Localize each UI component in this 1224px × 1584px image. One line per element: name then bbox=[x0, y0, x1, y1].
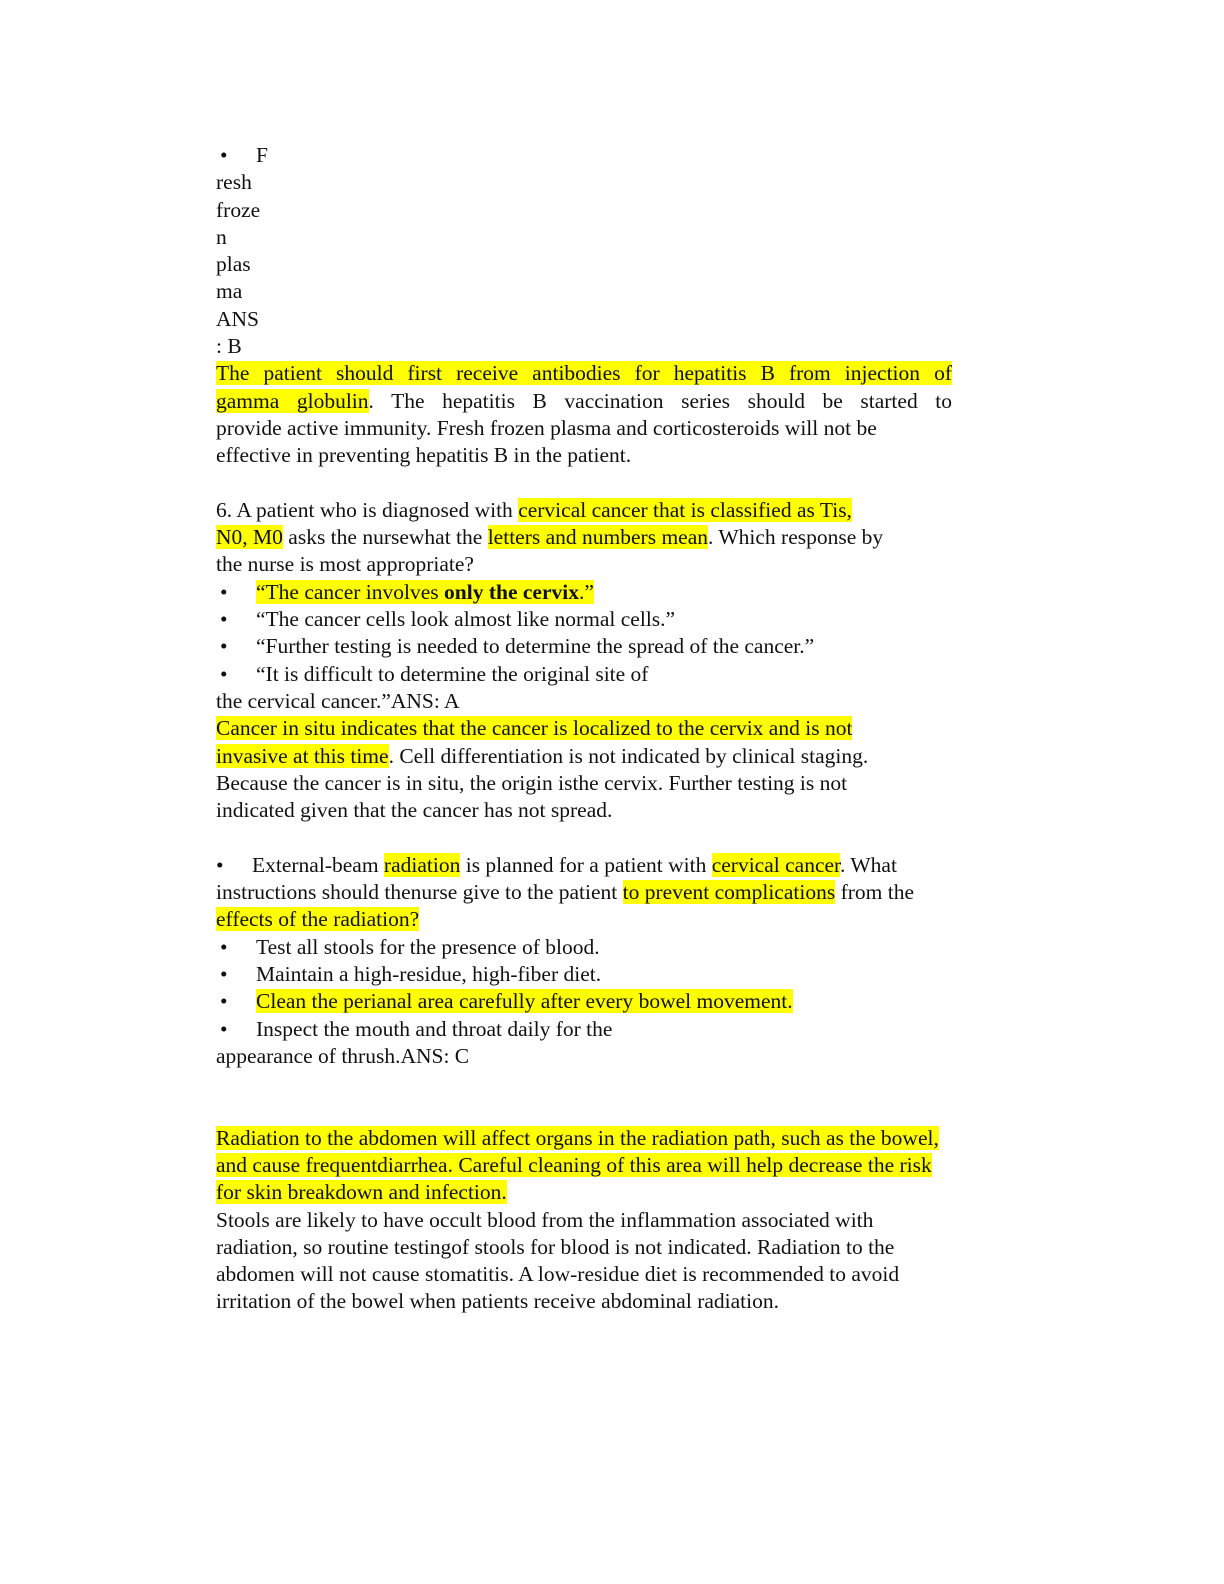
q6-rationale-line: Because the cancer is in situ, the origin isthe cervix. Further testing is not bbox=[216, 770, 848, 795]
option-text: Maintain a high-residue, high-fiber diet. bbox=[256, 961, 602, 986]
answer-fragment: ANS bbox=[216, 306, 260, 331]
bullet: • bbox=[220, 934, 228, 959]
q7-option-b bbox=[216, 961, 1224, 988]
q6-stem-line bbox=[216, 524, 1224, 551]
option-text: “The cancer involves bbox=[256, 579, 445, 604]
highlight: letters and numbers mean bbox=[487, 525, 709, 550]
q5-option-d bbox=[216, 142, 1224, 169]
answer-fragment: : B bbox=[216, 334, 242, 359]
q7-rationale-line: Stools are likely to have occult blood from the inflammation associated with bbox=[216, 1207, 874, 1232]
spacer bbox=[216, 470, 1224, 497]
option-fragment: resh bbox=[216, 170, 252, 195]
option-fragment: n bbox=[216, 224, 227, 249]
highlight: Clean the perianal area carefully after every bowel movement. bbox=[256, 989, 793, 1014]
q7-rationale-line bbox=[216, 1179, 1224, 1206]
option-text: “It is difficult to determine the original site of bbox=[256, 661, 649, 686]
highlight: for skin breakdown and infection. bbox=[216, 1180, 507, 1205]
q5-rationale-line bbox=[216, 388, 952, 415]
bullet: • bbox=[220, 661, 228, 686]
q7-rationale-line: abdomen will not cause stomatitis. A low-residue diet is recommended to avoid bbox=[216, 1262, 900, 1287]
option-fragment: froze bbox=[216, 197, 261, 222]
option-fragment: plas bbox=[216, 252, 251, 277]
q7-option-d bbox=[216, 1016, 1224, 1043]
spacer bbox=[216, 1070, 1224, 1125]
q6-option-d-cont: the cervical cancer.”ANS: A bbox=[216, 688, 460, 713]
option-text: “The cancer cells look almost like normal cells.” bbox=[256, 607, 676, 632]
option-text: Inspect the mouth and throat daily for the bbox=[256, 1016, 613, 1041]
q6-option-c bbox=[216, 633, 1224, 660]
bullet: • bbox=[220, 989, 228, 1014]
highlight: The patient should first receive antibodies for hepatitis B from injection of bbox=[216, 361, 952, 386]
stem-text: External-beam bbox=[252, 852, 384, 877]
stem-text: is planned for a patient with bbox=[460, 852, 712, 877]
highlight bbox=[256, 580, 594, 604]
q7-option-a bbox=[216, 934, 1224, 961]
q7-stem-line bbox=[216, 906, 1224, 933]
rationale-text: . Cell differentiation is not indicated by clinical staging. bbox=[388, 743, 869, 768]
q6-rationale-line: indicated given that the cancer has not spread. bbox=[216, 798, 613, 823]
option-fragment: ma bbox=[216, 279, 243, 304]
q7-option-d-cont: appearance of thrush.ANS: C bbox=[216, 1043, 470, 1068]
bullet: • bbox=[220, 961, 228, 986]
q6-rationale-line bbox=[216, 743, 1224, 770]
q7-rationale-line: irritation of the bowel when patients receive abdominal radiation. bbox=[216, 1289, 779, 1314]
q6-stem-line bbox=[216, 497, 1224, 524]
highlight: radiation bbox=[383, 852, 461, 877]
bullet: • bbox=[220, 1016, 228, 1041]
highlight: N0, M0 bbox=[216, 525, 283, 550]
option-text: .” bbox=[578, 579, 594, 604]
q6-option-a bbox=[216, 579, 1224, 606]
bullet: • bbox=[220, 143, 228, 167]
option-bold-text: only the cervix bbox=[444, 579, 579, 604]
highlight: invasive at this time bbox=[216, 743, 389, 768]
spacer bbox=[216, 824, 1224, 851]
highlight: Radiation to the abdomen will affect organs in the radiation path, such as the bowel, bbox=[216, 1125, 939, 1150]
q6-option-b bbox=[216, 606, 1224, 633]
q7-rationale-line: radiation, so routine testingof stools for blood is not indicated. Radiation to the bbox=[216, 1234, 895, 1259]
bullet: • bbox=[220, 634, 228, 659]
stem-text: 6. A patient who is diagnosed with bbox=[216, 497, 519, 522]
q6-stem-line: the nurse is most appropriate? bbox=[216, 552, 474, 577]
highlight: cervical cancer bbox=[711, 852, 841, 877]
highlight: to prevent complications bbox=[622, 880, 836, 905]
rationale-text: . The hepatitis B vaccination series should be started to bbox=[368, 388, 952, 413]
bullet: • bbox=[220, 607, 228, 632]
q5-rationale-line: effective in preventing hepatitis B in the patient. bbox=[216, 443, 632, 468]
highlight: cervical cancer that is classified as Tis, bbox=[518, 497, 852, 522]
q7-stem-line bbox=[216, 852, 1224, 879]
q5-rationale-line bbox=[216, 360, 952, 387]
stem-text: from the bbox=[835, 880, 915, 905]
q7-option-c bbox=[216, 988, 1224, 1015]
q7-rationale-line bbox=[216, 1125, 1224, 1152]
bullet: • bbox=[216, 852, 224, 877]
highlight: Cancer in situ indicates that the cancer is localized to the cervix and is not bbox=[216, 716, 853, 741]
option-text: Test all stools for the presence of blood. bbox=[256, 934, 600, 959]
q7-rationale-line bbox=[216, 1152, 1224, 1179]
stem-text: asks the nursewhat the bbox=[282, 525, 488, 550]
stem-text: . Which response by bbox=[708, 525, 884, 550]
q5-rationale-line: provide active immunity. Fresh frozen plasma and corticosteroids will not be bbox=[216, 415, 877, 440]
bullet: • bbox=[220, 579, 228, 604]
stem-text: instructions should thenurse give to the patient bbox=[216, 880, 623, 905]
q6-rationale-line bbox=[216, 715, 1224, 742]
q7-stem-line bbox=[216, 879, 1224, 906]
highlight: gamma globulin bbox=[216, 388, 369, 413]
highlight: and cause frequentdiarrhea. Careful cleaning of this area will help decrease the risk bbox=[216, 1152, 932, 1177]
highlight: effects of the radiation? bbox=[216, 907, 420, 932]
stem-text: . What bbox=[840, 852, 897, 877]
option-fragment: F bbox=[256, 143, 268, 167]
q6-option-d bbox=[216, 661, 1224, 688]
option-text: “Further testing is needed to determine the spread of the cancer.” bbox=[256, 634, 815, 659]
